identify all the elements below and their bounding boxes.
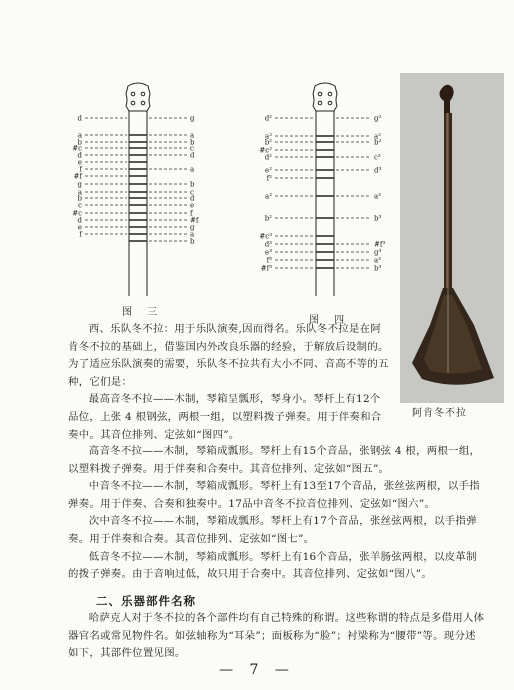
- paragraph-orchestra-dombra: [68, 321, 390, 444]
- note-label-right: g³: [374, 248, 382, 257]
- note-label-left: b: [77, 138, 82, 147]
- photo-caption: 阿肯冬不拉: [412, 408, 467, 419]
- note-label-right: #f: [190, 216, 199, 225]
- note-label-left: f: [79, 230, 82, 239]
- note-label-left: d³: [264, 240, 272, 249]
- note-label-left: d: [77, 114, 82, 123]
- note-label-right: b: [190, 138, 195, 147]
- note-label-left: d²: [264, 153, 272, 162]
- note-label-right: d³: [374, 166, 382, 175]
- note-label-right: b²: [374, 138, 382, 147]
- note-label-right: #f³: [374, 240, 386, 249]
- note-label-right: a²: [374, 132, 381, 141]
- note-label-left: b²: [264, 138, 272, 147]
- para-parts-intro: 哈萨克人对于冬不拉的各个部件均有自己特殊的称谓。这些称谓的特点是多借用人体器官名或常见物件名。如弦轴称为“耳朵”；面板称为“脸”；衬梁称为“腰带”等。现分述如下，其部件位置见图。: [68, 612, 485, 660]
- note-label-left: e: [77, 158, 82, 167]
- note-label-left: e: [77, 223, 82, 232]
- para-orchestra-intro: 西、乐队冬不拉：用于乐队演奏,因而得名。乐队冬不拉是在阿肯冬不拉的基础上，借鉴国内外改良乐器的经验，于解放后设制的。为了适应乐队演奏的需要，乐队冬不拉共有大小不同、音高不等的五种，它们是：: [68, 323, 389, 388]
- para-mid: 中音冬不拉——木制，琴箱成瓢形。琴杆上有13至17个音品，张丝弦两根，以手指弹奏。用于伴奏、合奏和独奏中。17品中音冬不拉音位排列、定弦如“图六”。: [68, 480, 480, 510]
- note-label-right: g²: [374, 114, 382, 123]
- note-label-left: a: [77, 131, 82, 140]
- dombra-icon: [400, 73, 504, 403]
- note-label-right: a: [190, 230, 195, 239]
- note-label-right: g: [190, 114, 195, 123]
- note-label-left: a²: [265, 192, 272, 201]
- note-label-right: b³: [374, 264, 382, 273]
- note-label-left: #c²: [259, 146, 272, 155]
- headstock: [313, 83, 337, 111]
- note-label-right: a³: [374, 192, 381, 201]
- note-label-left: f: [79, 165, 82, 174]
- note-label-left: c: [78, 201, 82, 210]
- figure-4: [252, 78, 402, 318]
- paragraph-types: [68, 443, 486, 584]
- headstock: [126, 83, 150, 111]
- note-label-right: c: [190, 144, 194, 153]
- para-bass: 低音冬不拉——木制，琴箱成瓢形。琴杆上有16个音品，张羊肠弦两根，以皮革制的拨子弹奏。由于音响过低，故只用于合奏中。其音位排列、定弦如“图八”。: [68, 550, 477, 581]
- note-label-right: d: [190, 151, 195, 160]
- note-label-right: e: [190, 201, 195, 210]
- note-label-left: d: [77, 216, 82, 225]
- note-label-left: #c: [72, 144, 82, 153]
- note-label-right: b: [190, 180, 195, 189]
- note-label-left: f³: [266, 256, 272, 265]
- para-highest: 最高音冬不拉——木制，琴箱呈瓢形，琴身小。琴杆上有12个品位，上张 4 根钢弦，两根一组，以塑料拨子弹奏。用于伴奏和合奏中。其音位排列、定弦如“图四”。: [68, 393, 382, 441]
- note-label-left: g: [77, 180, 82, 189]
- note-label-left: f²: [266, 174, 272, 183]
- note-label-right: d: [190, 194, 195, 203]
- note-label-right: a³: [374, 256, 381, 265]
- figure-3: [70, 78, 220, 318]
- section-heading: 二、乐器部件名称: [96, 594, 196, 608]
- para-high: 高音冬不拉——木制，琴箱成瓢形。琴杆上有15个音品，张钢弦 4 根，两根一组，以塑料拨子弹奏。用于伴奏和合奏中。其音位排列、定弦如“图五”。: [68, 445, 481, 475]
- note-label-right: c: [190, 188, 194, 197]
- note-label-left: #c: [72, 209, 82, 218]
- note-label-left: #f: [73, 172, 82, 181]
- note-label-left: e³: [265, 248, 272, 257]
- note-label-right: f: [190, 209, 193, 218]
- note-label-right: a: [190, 131, 195, 140]
- fig4-caption: 图 四: [309, 315, 351, 326]
- note-label-left: b: [77, 194, 82, 203]
- dombra-photo: [400, 73, 504, 403]
- note-label-left: d: [77, 151, 82, 160]
- note-label-right: b: [190, 237, 195, 246]
- paragraph-parts: [68, 610, 486, 663]
- note-label-left: a²: [265, 132, 272, 141]
- note-label-left: d²: [264, 114, 272, 123]
- fig3-caption: 图 三: [122, 307, 164, 318]
- note-label-left: e²: [265, 166, 272, 175]
- note-label-right: g: [190, 223, 195, 232]
- note-label-right: b³: [374, 214, 382, 223]
- para-tenor: 次中音冬不拉——木制，琴箱成瓢形。琴杆上有17个音品，张丝弦两根，以手指弹奏。用于伴奏和合奏。其音位排列、定弦如“图七”。: [68, 515, 477, 545]
- note-label-right: a: [190, 165, 195, 174]
- note-label-left: #f³: [260, 264, 272, 273]
- note-label-right: c³: [374, 153, 381, 162]
- note-label-left: #c³: [259, 232, 272, 241]
- note-label-left: b²: [264, 214, 272, 223]
- page-number: — 7 —: [219, 662, 295, 678]
- note-label-left: a: [77, 188, 82, 197]
